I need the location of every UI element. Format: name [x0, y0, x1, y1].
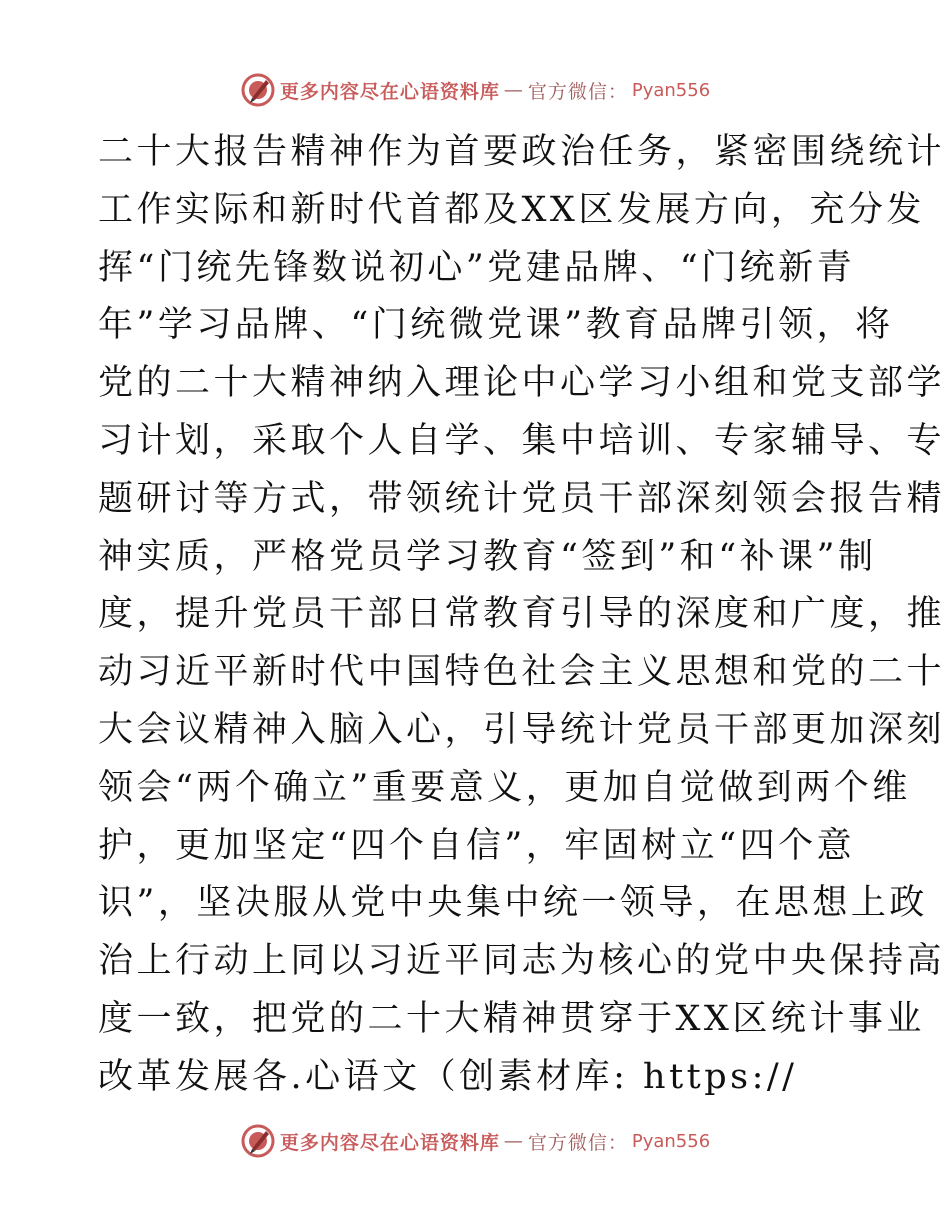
body-line: 工作实际和新时代首都及XX区发展方向，充分发 — [98, 189, 925, 230]
body-line: 度，提升党员干部日常教育引导的深度和广度，推 — [98, 594, 946, 635]
body-line: 二十大报告精神作为首要政治任务，紧密围绕统计 — [98, 132, 946, 172]
watermark-site-text: 更多内容尽在心语资料库 — [279, 80, 500, 103]
body-line: 度一致，把党的二十大精神贯穿于XX区统计事业 — [98, 998, 925, 1039]
watermark-wechat-id: Pyan556 — [631, 79, 711, 101]
body-line: 改革发展各.心语文（创素材库: https:// — [98, 1056, 798, 1097]
watermark-wechat-label: 官方微信： — [527, 1131, 628, 1154]
document-body — [98, 124, 946, 1107]
body-line: 动习近平新时代中国特色社会主义思想和党的二十 — [98, 652, 946, 693]
body-line: 习计划，采取个人自学、集中培训、专家辅导、专 — [98, 420, 946, 461]
body-line: 大会议精神入脑入心，引导统计党员干部更加深刻 — [98, 709, 946, 750]
body-line: 题研讨等方式，带领统计党员干部深刻领会报告精 — [98, 478, 946, 519]
body-line: 护，更加坚定“四个自信”，牢固树立“四个意 — [98, 825, 856, 866]
header-watermark — [0, 72, 950, 108]
pen-logo-icon — [240, 72, 276, 108]
watermark-wechat-label: 官方微信： — [527, 80, 628, 103]
watermark-dash: — — [503, 1130, 524, 1152]
body-line: 年”学习品牌、“门统微党课”教育品牌引领，将 — [98, 305, 894, 346]
body-line: 识”，坚决服从党中央集中统一领导，在思想上政 — [98, 883, 928, 924]
body-line: 挥“门统先锋数说初心”党建品牌、“门统新青 — [98, 247, 856, 288]
body-line: 神实质，严格党员学习教育“签到”和“补课”制 — [98, 536, 877, 577]
watermark-wechat-id: Pyan556 — [631, 1130, 711, 1152]
watermark-dash: — — [503, 79, 524, 101]
watermark-site-text: 更多内容尽在心语资料库 — [279, 1131, 500, 1154]
footer-watermark — [0, 1123, 950, 1159]
pen-logo-icon — [240, 1123, 276, 1159]
body-line: 治上行动上同以习近平同志为核心的党中央保持高 — [98, 941, 946, 982]
body-line: 领会“两个确立”重要意义，更加自觉做到两个维 — [98, 767, 911, 808]
body-line: 党的二十大精神纳入理论中心学习小组和党支部学 — [98, 363, 946, 404]
